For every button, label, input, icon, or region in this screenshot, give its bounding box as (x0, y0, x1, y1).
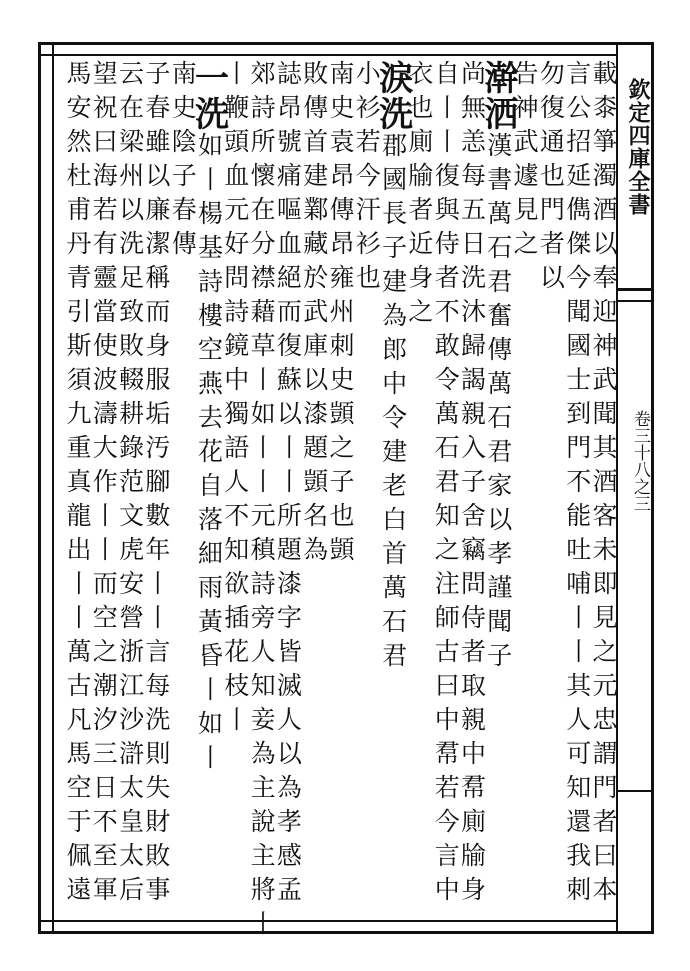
text-column (50, 60, 90, 920)
column-text: 敗傳首建鄴藏於武庫以漆題顗名為 (299, 60, 329, 570)
entry-heading: 一洗 (188, 60, 229, 132)
fishtail-mark-top (616, 288, 654, 291)
side-subtitle: 卷三十八之三 (630, 410, 650, 512)
column-text: 南史袁昂傳昂雍州刺史顗之子也顗 (326, 60, 355, 570)
column-text: 云在梁州以洗足致敗輟耕錄范文虎安營浙江沙滸太皇太后 (115, 60, 145, 910)
column-text: 載桼箏濁酒以奉迎神武聞其酒客未即見之元忠謂門者曰本 (589, 60, 618, 910)
column-text: 郊詩所懷在分襟藉草丨如丨丨元稹詩旁人知妾為主說主將丨 (247, 60, 277, 944)
bottom-rule (38, 920, 616, 922)
column-text: 小衫若今汗衫也 (352, 60, 382, 298)
side-title: 欽定四庫全書 (625, 78, 651, 216)
column-text: 馬安然杜甫丹青引斯須九重真龍出丨丨萬古凡馬空于佩遠 (63, 60, 92, 910)
column-text: 誌昂號痛嘔血絕而復蘇以丨丨所題漆字皆滅人以為孝感孟 (273, 60, 303, 910)
column-text: 自丨丨復與侍者不敢令萬石君知之注師古曰中帬若今言中 (431, 60, 461, 910)
column-text: 尚無恙每五日洗沐歸謁親入子舍竊問侍者取親中帬廁牏身 (457, 60, 487, 910)
column-text: 望祝曰海若有靈當使波濤大作丨丨而空之潮汐三日不至軍 (89, 60, 119, 910)
top-rule (38, 54, 616, 56)
column-text: 衣也廁牏者近身之 (404, 60, 434, 332)
column-text: 郡國長子建為郎中令建老白首萬石君 (378, 132, 408, 676)
column-text: 勿復通也門者以 (536, 60, 566, 298)
entry-heading: 淚洗 (372, 60, 413, 132)
column-text: 南史陰子春傳 (168, 60, 198, 264)
column-text: 告神武遽見之 (510, 60, 540, 264)
column-text: 丨鞭頭血元好問詩鏡中獨語人不知欲插花枝丨 (220, 60, 250, 740)
column-text: 漢書萬石君奮傳萬石君家以孝謹聞子 (483, 132, 513, 676)
column-text: 言公招延儁傑今聞國士到門不能吐哺丨丨其人可知還我刺 (562, 60, 592, 910)
fishtail-mark-bottom (616, 790, 654, 792)
fishtail-line (616, 300, 654, 302)
column-text: 如丨楊基詩樓空燕去花自落細雨黃昏丨如丨 (194, 132, 224, 778)
entry-heading: 澣洒 (477, 60, 518, 132)
column-text: 子春雖以廉潔稱而身服垢汚腳數年丨丨言每洗則失財敗事 (141, 60, 171, 910)
